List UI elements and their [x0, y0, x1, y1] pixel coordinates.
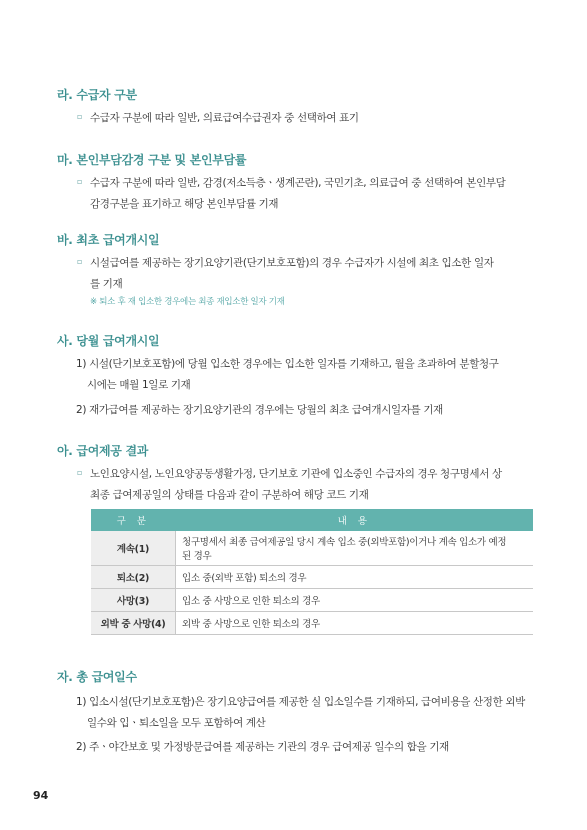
- code-cell: 외박 중 사망(4): [91, 612, 176, 635]
- desc-cell: 입소 중(외박 포함) 퇴소의 경우: [176, 566, 534, 589]
- body-text: 최종 급여제공일의 상태를 다음과 같이 구분하여 해당 코드 기재: [90, 489, 369, 501]
- table-header: 내 용: [176, 509, 534, 531]
- section-title-recipient-type: 라. 수급자 구분: [57, 88, 137, 102]
- code-cell: 퇴소(2): [91, 566, 176, 589]
- desc-line: 된 경우: [182, 551, 212, 562]
- table-row: [91, 589, 533, 612]
- body-text: 시설급여를 제공하는 장기요양기관(단기보호포함)의 경우 수급자가 시설에 최초 입소한 일자: [90, 257, 494, 269]
- body-text: 1) 시설(단기보호포함)에 당월 입소한 경우에는 입소한 일자를 기재하고, 월을 초과하여 분할청구: [76, 358, 499, 370]
- bullet-marker: ▫: [77, 112, 83, 121]
- section-title-total-days: 자. 총 급여일수: [57, 670, 137, 684]
- table-row: [91, 566, 533, 589]
- table-header-row: [91, 509, 533, 531]
- desc-line: 청구명세서 최종 급여제공일 당시 계속 입소 중(외박포함)이거나 계속 입소가 예정: [182, 537, 507, 548]
- bullet-marker: ▫: [77, 177, 83, 186]
- body-text: 2) 재가급여를 제공하는 장기요양기관의 경우에는 당월의 최초 급여개시일자를 기재: [76, 404, 443, 416]
- body-text: 감경구분을 표기하고 해당 본인부담률 기재: [90, 198, 279, 210]
- section-title-copay: 마. 본인부담감경 구분 및 본인부담률: [57, 153, 247, 167]
- section-title-month-start-date: 사. 당월 급여개시일: [57, 334, 160, 348]
- body-text: 1) 입소시설(단기보호포함)은 장기요양급여를 제공한 실 입소일수를 기재하되, 급여비용을 산정한 외박: [76, 696, 525, 708]
- body-text: 수급자 구분에 따라 일반, 감경(저소득층ㆍ생계곤란), 국민기초, 의료급여 중 선택하여 본인부담: [90, 177, 506, 189]
- body-text: 수급자 구분에 따라 일반, 의료급여수급권자 중 선택하여 표기: [90, 112, 359, 124]
- section-title-first-start-date: 바. 최초 급여개시일: [57, 233, 160, 247]
- body-text: 노인요양시설, 노인요양공동생활가정, 단기보호 기관에 입소중인 수급자의 경우 청구명세서 상: [90, 468, 502, 480]
- desc-cell: [176, 531, 534, 566]
- table-row: [91, 612, 533, 635]
- body-text: 를 기재: [90, 278, 123, 290]
- code-cell: 계속(1): [91, 531, 176, 566]
- result-code-table: [91, 509, 533, 635]
- bullet-marker: ▫: [77, 257, 83, 266]
- desc-cell: 외박 중 사망으로 인한 퇴소의 경우: [176, 612, 534, 635]
- note-text: ※ 퇴소 후 재 입소한 경우에는 최종 재입소한 일자 기재: [90, 297, 285, 307]
- page-number: 94: [33, 789, 49, 802]
- section-title-benefit-result: 아. 급여제공 결과: [57, 444, 149, 458]
- desc-cell: 입소 중 사망으로 인한 퇴소의 경우: [176, 589, 534, 612]
- table-row: [91, 531, 533, 566]
- table-header: 구 분: [91, 509, 176, 531]
- body-text: 일수와 입ㆍ퇴소일을 모두 포함하여 계산: [87, 717, 266, 729]
- code-cell: 사망(3): [91, 589, 176, 612]
- bullet-marker: ▫: [77, 468, 83, 477]
- body-text: 2) 주ㆍ야간보호 및 가정방문급여를 제공하는 기관의 경우 급여제공 일수의 합을 기재: [76, 741, 449, 753]
- body-text: 시에는 매월 1일로 기재: [87, 379, 191, 391]
